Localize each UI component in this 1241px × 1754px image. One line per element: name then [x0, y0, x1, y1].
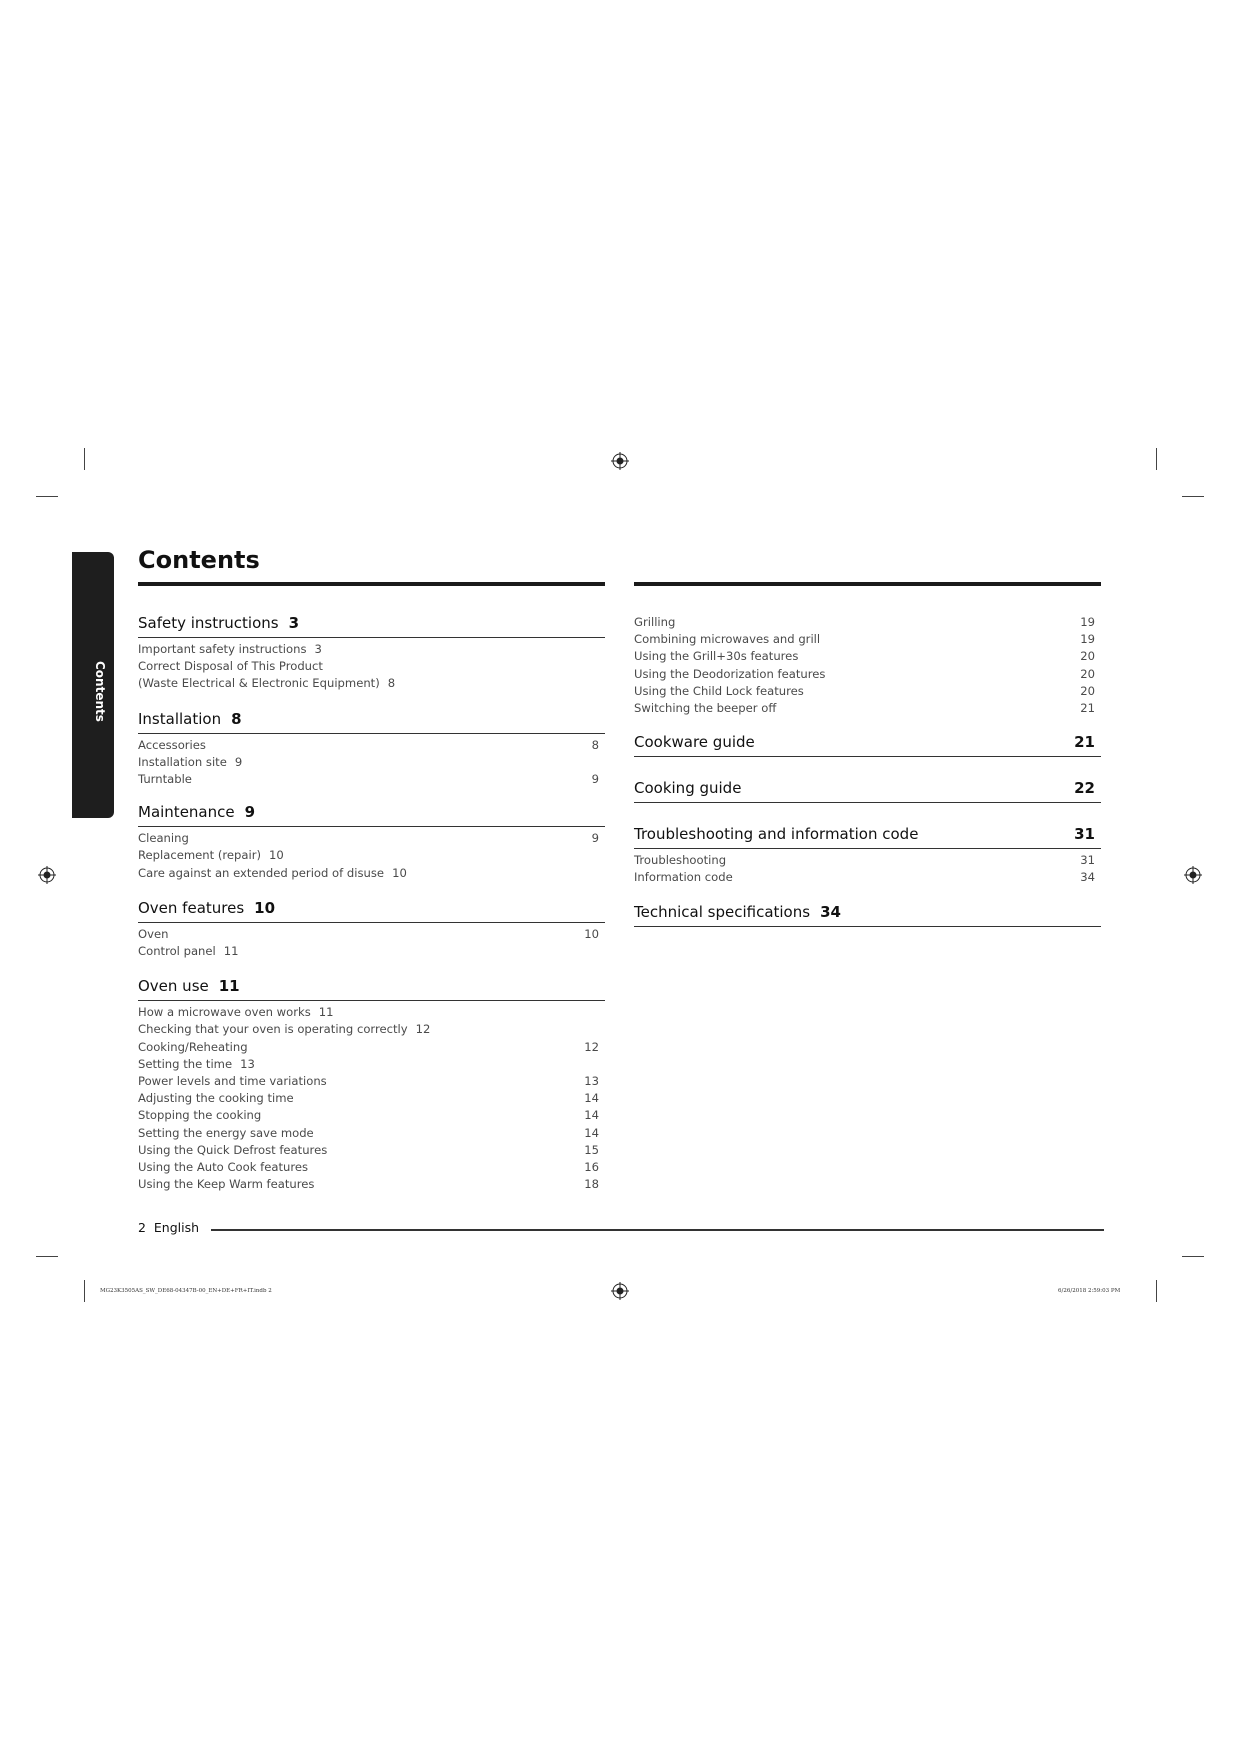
entry-title: Replacement (repair) [138, 848, 262, 863]
entry-title: Care against an extended period of disuse [138, 865, 385, 880]
section-heading [634, 779, 1101, 803]
section-items [138, 827, 605, 882]
toc-entry [138, 754, 605, 771]
entry-page: 13 [584, 1074, 599, 1089]
section-page: 21 [1074, 733, 1095, 752]
entry-page: 3 [314, 642, 322, 656]
print-info-file: MG23K3505AS_SW_DE68-04347B-00_EN+DE+FR+IT.indb 2 [100, 1288, 272, 1294]
toc-section [634, 825, 1101, 886]
entry-title: Control panel [138, 944, 216, 959]
entry-title: How a microwave oven works [138, 1005, 311, 1020]
entry-title: Adjusting the cooking time [138, 1091, 294, 1106]
spacer [138, 882, 605, 899]
spacer [138, 788, 605, 803]
section-title: Installation [138, 709, 222, 728]
entry-page: 11 [223, 944, 239, 959]
section-items [138, 734, 605, 789]
registration-mark-icon [38, 866, 56, 884]
section-page: 9 [244, 803, 256, 822]
entry-page: 19 [1080, 615, 1095, 629]
crop-mark [84, 448, 85, 470]
toc-entry [138, 1176, 605, 1193]
entry-title: Troubleshooting [634, 853, 727, 868]
entry-page: 20 [1080, 666, 1095, 681]
entry-title: Setting the time [138, 1056, 233, 1071]
toc-entry [138, 1125, 605, 1142]
spacer [634, 757, 1101, 779]
entry-page: 12 [584, 1039, 599, 1054]
entry-title: Installation site [138, 754, 227, 769]
title-rule [634, 582, 1101, 586]
entry-page: 20 [1080, 683, 1095, 698]
entry-title: Checking that your oven is operating correctly [138, 1022, 408, 1037]
toc-entry [634, 614, 1101, 631]
section-page: 11 [218, 977, 240, 996]
entry-title: (Waste Electrical & Electronic Equipment) [138, 676, 380, 691]
toc-entry [634, 869, 1101, 886]
entry-title: Switching the beeper off [634, 701, 777, 716]
section-heading [634, 903, 1101, 927]
toc-entry [138, 1142, 605, 1159]
crop-mark [1182, 1256, 1204, 1257]
entry-page: 15 [584, 1142, 599, 1157]
entry-title: Turntable [138, 772, 192, 787]
section-page: 3 [288, 614, 300, 632]
entry-page: 19 [1080, 632, 1095, 647]
entry-page: 16 [584, 1160, 599, 1175]
toc-entry [138, 926, 605, 943]
section-title: Oven use [138, 977, 209, 996]
spacer [138, 693, 605, 710]
section-title: Troubleshooting and information code [634, 825, 919, 844]
entry-title: Combining microwaves and grill [634, 632, 821, 647]
entry-title: Information code [634, 870, 733, 885]
toc-right-column [634, 614, 1101, 927]
toc-entry [634, 852, 1101, 869]
page-title: Contents [138, 546, 260, 574]
entry-title: Using the Grill+30s features [634, 649, 799, 664]
entry-page: 9 [234, 754, 243, 769]
section-heading [138, 977, 605, 1001]
toc-entry [138, 943, 605, 960]
spacer [634, 803, 1101, 825]
section-items [138, 923, 605, 960]
section-items [634, 849, 1101, 886]
entry-page: 9 [591, 772, 599, 787]
side-tab-label: Contents [93, 661, 107, 722]
toc-entry [138, 737, 605, 754]
toc-left-column [138, 614, 605, 1193]
entry-page: 31 [1080, 853, 1095, 868]
entry-title: Cooking/Reheating [138, 1039, 248, 1054]
entry-title: Correct Disposal of This Product [138, 659, 323, 674]
registration-mark-icon [611, 1282, 629, 1300]
toc-entry [634, 631, 1101, 648]
entry-page: 20 [1080, 649, 1095, 664]
entry-page: 10 [392, 865, 407, 880]
section-page: 22 [1074, 779, 1095, 798]
section-title: Technical specifications [634, 902, 811, 921]
spacer [634, 717, 1101, 733]
toc-section [634, 779, 1101, 803]
toc-entry [138, 1004, 605, 1021]
entry-page: 9 [591, 831, 599, 846]
entry-title: Setting the energy save mode [138, 1125, 314, 1140]
toc-entry [634, 648, 1101, 665]
toc-section [634, 733, 1101, 757]
entry-page: 10 [584, 926, 599, 941]
entry-title: Power levels and time variations [138, 1074, 327, 1089]
section-items [138, 638, 605, 693]
section-heading [138, 710, 605, 734]
continued-items [634, 614, 1101, 717]
toc-entry [138, 1056, 605, 1073]
entry-page: 11 [318, 1005, 334, 1020]
toc-entry [138, 1090, 605, 1107]
toc-section [634, 903, 1101, 927]
spacer [138, 960, 605, 977]
toc-entry [138, 865, 605, 882]
section-title: Cooking guide [634, 779, 742, 798]
crop-mark [1182, 496, 1204, 497]
entry-title: Oven [138, 926, 169, 941]
toc-entry [138, 658, 605, 675]
toc-entry [138, 847, 605, 864]
section-title: Oven features [138, 898, 245, 917]
entry-title: Using the Keep Warm features [138, 1177, 315, 1192]
toc-entry [634, 700, 1101, 717]
entry-title: Using the Deodorization features [634, 666, 826, 681]
toc-entry [138, 1107, 605, 1124]
section-title: Safety instructions [138, 614, 279, 632]
entry-title: Accessories [138, 737, 206, 752]
section-heading [634, 825, 1101, 849]
entry-page: 8 [591, 737, 599, 752]
toc-entry [634, 666, 1101, 683]
spacer [634, 887, 1101, 903]
entry-page: 13 [240, 1056, 255, 1071]
footer-rule [211, 1229, 1104, 1231]
section-items [138, 1001, 605, 1193]
crop-mark [84, 1280, 85, 1302]
toc-section [138, 710, 605, 789]
entry-title: Cleaning [138, 831, 189, 846]
footer-language: English [153, 1220, 200, 1235]
crop-mark [1156, 1280, 1157, 1302]
toc-section [138, 803, 605, 882]
section-heading [634, 733, 1101, 757]
toc-entry [138, 1039, 605, 1056]
entry-page: 8 [387, 676, 396, 691]
section-page: 34 [820, 902, 841, 921]
toc-section [138, 899, 605, 960]
registration-mark-icon [611, 452, 629, 470]
toc-entry [138, 830, 605, 847]
toc-section [138, 977, 605, 1193]
section-title: Maintenance [138, 803, 235, 822]
title-rule [138, 582, 605, 586]
section-heading [138, 803, 605, 827]
entry-page: 14 [584, 1108, 599, 1123]
toc-entry [138, 675, 605, 692]
entry-title: Important safety instructions [138, 642, 307, 656]
print-info-date: 6/26/2018 2:59:03 PM [1058, 1288, 1121, 1294]
entry-title: Using the Quick Defrost features [138, 1142, 328, 1157]
crop-mark [1156, 448, 1157, 470]
section-heading [138, 899, 605, 923]
toc-section [138, 614, 605, 693]
crop-mark [36, 496, 58, 497]
page-footer [138, 1220, 199, 1235]
entry-page: 12 [415, 1022, 431, 1037]
toc-entry [634, 683, 1101, 700]
toc-entry [138, 771, 605, 788]
section-title: Cookware guide [634, 733, 755, 752]
toc-entry [138, 1021, 605, 1038]
entry-page: 21 [1080, 701, 1095, 716]
section-heading [138, 614, 605, 638]
entry-page: 10 [269, 848, 284, 863]
section-page: 31 [1074, 825, 1095, 844]
toc-entry [138, 1073, 605, 1090]
crop-mark [36, 1256, 58, 1257]
entry-title: Using the Auto Cook features [138, 1160, 309, 1175]
entry-page: 34 [1080, 870, 1095, 885]
section-page: 10 [254, 898, 276, 917]
entry-title: Grilling [634, 615, 676, 629]
registration-mark-icon [1184, 866, 1202, 884]
toc-entry [138, 641, 605, 658]
entry-title: Using the Child Lock features [634, 683, 804, 698]
entry-page: 14 [584, 1125, 599, 1140]
entry-page: 18 [584, 1177, 599, 1192]
section-page: 8 [231, 709, 242, 728]
toc-entry [138, 1159, 605, 1176]
entry-title: Stopping the cooking [138, 1108, 262, 1123]
page-number: 2 [138, 1220, 146, 1235]
entry-page: 14 [584, 1091, 599, 1106]
